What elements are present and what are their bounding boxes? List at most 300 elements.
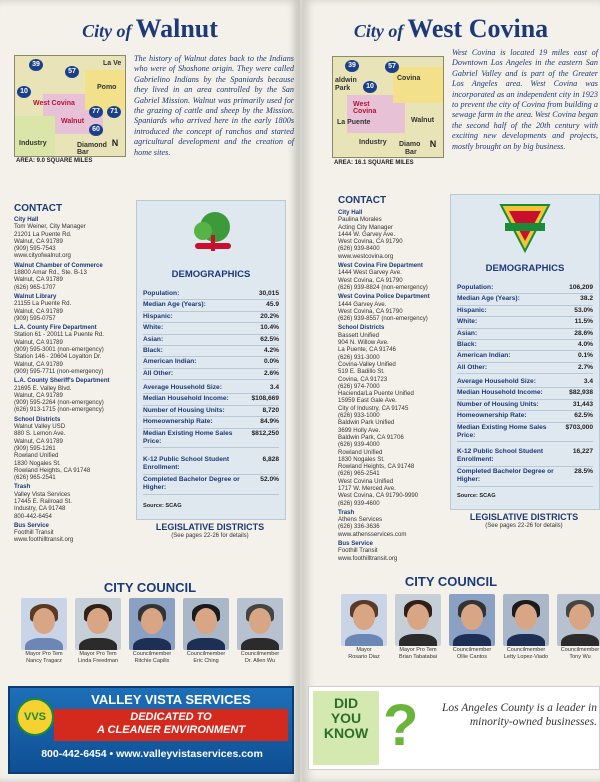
contact-line: Bassett Unified [338,331,379,339]
demographic-label: All Other: [143,369,174,377]
contact-line: City of Industry, CA 91745 [338,404,409,412]
portrait-suit [453,634,491,646]
contact-line: Walnut, CA 91789 [14,360,63,368]
demographic-row [457,283,593,294]
council-portrait [75,598,121,650]
demographic-value: 3.4 [583,378,593,385]
demographic-label: Median Household Income: [457,389,543,397]
demographic-value: 62.5% [260,335,279,343]
portrait-suit [187,638,225,650]
portrait-suit [79,638,117,650]
council-caption [180,651,232,664]
contact-line: 15959 East Gale Ave. [338,397,397,405]
valley-vista-ad[interactable] [8,686,294,774]
portrait-face [33,608,55,634]
council-caption [554,647,600,660]
council-portrait [449,594,495,646]
demographic-row [457,306,593,317]
demographic-label: All Other: [457,363,488,371]
contact-line: 18800 Amar Rd., Ste. B-13 [14,269,87,277]
badge-word: YOU [330,710,362,726]
council-name: Rosario Diaz [348,653,380,660]
council-role: Councilmember [452,647,492,653]
contact-line: 21695 E. Valley Blvd. [14,384,72,392]
contact-block [14,324,136,375]
contact-block [338,540,448,562]
demographic-row [457,317,593,328]
contact-block [338,209,448,260]
council-name: Ollie Cantos [457,653,487,660]
map-region [15,116,55,156]
demographic-label: Average Household Size: [457,378,536,385]
portrait-suit [241,638,279,650]
demographic-label: K-12 Public School Student Enrollment: [143,456,230,472]
council-name: Eric Ching [193,657,219,664]
demographic-label: Median Age (Years): [457,295,520,303]
council-heading: CITY COUNCIL [103,580,197,595]
demographics-heading: DEMOGRAPHICS [485,263,565,274]
demographic-label: Black: [143,347,163,355]
city-intro: West Covina is located 19 miles east of Downtown Los Angeles in the eastern San Gabriel Valley and is part of the Greater Los Angeles area. West Covina was incorporated as an independent city in 1923 to prevent the city of Covina from building a sewage farm in the area. West Covina began the second half of the 20th century with exciting new developments and projects, mostly brought on by big business. [452,48,598,151]
contact-line: (626) 913-1715 (non-emergency) [14,406,104,414]
contact-line: 1444 W. Garvey Ave. [338,230,396,238]
contact-line: (909) 595-1261 [14,444,56,452]
question-mark-icon: ? [383,693,419,758]
contact-line: (909) 595-0757 [14,314,56,322]
contact-line: West Covina, CA 91790 [338,238,403,246]
council-portrait [395,594,441,646]
council-role: Councilmember [186,651,226,657]
portrait-face [141,608,163,634]
demographic-row [143,323,279,334]
contact-line: 519 E. Badillo St. [338,368,385,376]
contact-line: Foothill Transit [14,529,54,537]
council-name: Ritchie Capilis [134,657,170,664]
map-label: aldwin [335,77,357,84]
demographic-row [143,289,279,300]
council-caption [338,647,390,660]
city-map [14,55,126,157]
council-member [180,598,232,664]
contact-line: Covina-Valley Unified [338,360,396,368]
contact-line: 21155 La Puente Rd. [14,300,72,308]
council-portrait [183,598,229,650]
demographic-row [457,400,593,411]
demographic-row [457,447,593,467]
contact-block [338,293,448,322]
council-member [446,594,498,660]
demographic-label: American Indian: [143,358,197,366]
city-intro: The history of Walnut dates back to the Indians who were of Shoshone origin. They were called Gabrielino Indians by the Spaniards because they lived in an area controlled by the San Gabriel Mission. Walnut was primarily used for the grazing of cattle and sheep by the Mission. Spaniards who arrived here in the early 1800s introduced the concept of ranchos and started agricultural development and the creation of home sites. [134,54,294,157]
contact-block [14,216,136,260]
portrait-face [461,604,483,630]
council-portrait [503,594,549,646]
demographic-value: 10.4% [260,324,279,332]
contact-heading-item: Trash [14,483,31,491]
badge-word: KNOW [323,725,369,741]
contact-heading: CONTACT [14,203,63,214]
council-portrait [557,594,600,646]
title-prefix: City of [353,21,404,41]
demographic-label: K-12 Public School Student Enrollment: [457,448,544,464]
contact-line: 3699 Holly Ave. [338,426,381,434]
demographic-label: Asian: [143,335,164,343]
demographic-row [143,335,279,346]
council-caption [392,647,444,660]
council-role: Mayor [356,647,372,653]
demographic-label: Black: [457,341,477,349]
north-arrow-icon: N [429,139,437,149]
demographic-label: Number of Housing Units: [143,406,225,414]
demographic-row [457,388,593,399]
portrait-face [569,604,591,630]
council-member [72,598,124,664]
contact-line: Baldwin Park Unified [338,419,395,427]
contact-line: www.westcovina.org [338,252,394,260]
council-role: Councilmember [240,651,280,657]
council-role: Councilmember [560,647,600,653]
council-role: Mayor Pro Tem [399,647,437,653]
contact-line: (626) 336-3636 [338,523,380,531]
demographic-label: Median Existing Home Sales Price: [143,429,233,446]
area-label: AREA: 16.1 SQUARE MILES [334,160,414,166]
demographic-value: 0.0% [263,358,279,366]
contact-line: (626) 965-2541 [338,470,380,478]
contact-line: 1444 West Garvey Ave. [338,269,402,277]
contact-line: www.foothilltransit.org [338,554,398,562]
council-role: Mayor Pro Tem [25,651,63,657]
route-shield: 10 [17,86,31,98]
demographic-row [143,357,279,368]
contact-line: 21201 La Puente Rd. [14,230,72,238]
demographic-label: Completed Bachelor Degree or Higher: [457,467,554,484]
council-caption [72,651,124,664]
demographic-label: Homeownership Rate: [143,418,213,426]
demographic-row [457,377,593,388]
council-caption [234,651,286,664]
demographic-value: 38.2 [580,295,593,303]
contact-line: West Covina, CA 91790 [338,307,403,315]
contact-line: www.foothilltransit.org [14,536,74,544]
council-portrait [21,598,67,650]
demographic-value: $703,000 [565,423,593,431]
contact-line: 880 S. Lemon Ave. [14,430,66,438]
contact-line: Walnut, CA 91789 [14,338,63,346]
city-map [332,56,444,158]
contact-heading-item: City Hall [14,216,39,223]
map-label: Walnut [61,118,85,125]
portrait-suit [399,634,437,646]
did-you-know-box [308,686,600,770]
council-member [234,598,286,664]
map-label: West Covina [353,101,377,115]
city-name: Walnut [135,14,218,43]
legislative-heading: LEGISLATIVE DISTRICTS [469,512,579,522]
area-label: AREA: 9.0 SQUARE MILES [16,158,93,164]
contact-block [338,262,448,291]
council-name: Brian Tabatabai [398,653,438,660]
contact-line: Tom Weiner, City Manager [14,223,86,231]
legislative-note: (See pages 22-26 for details) [485,523,563,529]
council-name: Dr. Allen Wu [244,657,276,664]
demographics-section [457,377,593,442]
route-shield: 39 [345,60,359,72]
contact-line: (626) 939-8557 (non-emergency) [338,315,428,323]
demographic-value: $108,669 [251,395,279,403]
map-label: Diamo [399,141,421,148]
contact-list [14,216,136,546]
demographic-value: 4.0% [577,341,593,349]
demographic-value: 8,720 [262,406,279,414]
contact-line: (626) 965-1707 [14,283,56,291]
ad-contact[interactable]: 800-442-6454 • www.valleyvistaservices.com [41,748,263,760]
demographic-row [457,467,593,487]
source-note: Source: SCAG [143,503,182,509]
legislative-note: (See pages 22-26 for details) [171,533,249,539]
page-title [302,14,600,44]
demographic-label: Homeownership Rate: [457,412,527,420]
did-you-know-badge [313,691,379,765]
council-member [18,598,70,664]
map-label: Covina [397,75,421,82]
contact-line: 1830 Nogales St. [338,455,385,463]
council-role: Mayor Pro Tem [79,651,117,657]
contact-line: Walnut, CA 91789 [14,237,63,245]
route-shield: 60 [89,124,103,136]
map-label: Park [335,85,351,92]
demographics-section [143,455,279,495]
portrait-suit [133,638,171,650]
contact-line: (909) 595-7711 (non-emergency) [14,367,104,375]
demographic-label: Hispanic: [143,312,173,320]
contact-heading: CONTACT [338,195,387,206]
demographic-value: 52.0% [260,475,279,483]
council-heading: CITY COUNCIL [404,574,498,589]
demographic-value: 16,227 [572,448,593,455]
contact-block [14,522,136,544]
contact-heading-item: West Covina Police Department [338,293,430,301]
demographic-value: 11.5% [574,318,593,326]
contact-line: (909) 595-3001 (non-emergency) [14,346,104,354]
council-portrait [237,598,283,650]
demographic-label: Median Age (Years): [143,301,206,309]
contact-heading-item: School Districts [338,324,385,332]
demographic-label: Number of Housing Units: [457,400,539,408]
demographics-section [143,383,279,448]
demographic-value: 28.5% [574,467,593,475]
demographic-label: White: [143,324,164,332]
demographic-label: Asian: [457,329,478,337]
demographic-value: 4.2% [263,347,279,355]
council-member [392,594,444,660]
portrait-suit [25,638,63,650]
demographic-row [143,300,279,311]
council-portrait [129,598,175,650]
demographic-row [143,394,279,405]
contact-line: 1717 W. Merced Ave. [338,484,396,492]
contact-block [14,293,136,322]
demographic-value: 31,443 [572,400,593,408]
demographic-row [143,369,279,380]
demographic-row [457,340,593,351]
demographic-row [457,351,593,362]
map-label: Walnut [411,117,435,124]
demographic-row [143,455,279,475]
contact-block [14,483,136,519]
portrait-face [249,608,271,634]
demographics-section [457,447,593,487]
demographic-row [143,406,279,417]
demographic-value: 30,015 [258,290,279,297]
council-portrait [341,594,387,646]
portrait-face [195,608,217,634]
contact-line: Rowland Heights, CA 91748 [14,466,91,474]
ad-tagline-line: DEDICATED TO [130,711,212,723]
demographic-label: Completed Bachelor Degree or Higher: [143,475,240,492]
contact-line: Walnut, CA 91789 [14,307,63,315]
contact-line: (626) 939-4000 [338,441,380,449]
west-covina-page [302,0,600,782]
route-shield: 57 [385,61,399,73]
demographic-value: 84.9% [260,418,279,426]
contact-line: Hacienda/La Puente Unified [338,390,414,398]
legislative-heading: LEGISLATIVE DISTRICTS [155,522,265,532]
demographic-label: White: [457,318,478,326]
contact-block [14,262,136,291]
demographic-row [143,429,279,449]
council-role: Councilmember [506,647,546,653]
contact-line: 800-442-6454 [14,512,52,520]
demographic-value: 53.0% [574,306,593,314]
demographic-label: Median Existing Home Sales Price: [457,423,547,440]
demographic-label: Hispanic: [457,306,487,314]
contact-line: West Covina, CA 91790-9990 [338,492,419,500]
route-shield: 39 [29,59,43,71]
contact-heading-item: Bus Service [338,540,373,548]
contact-line: www.cityofwalnut.org [14,252,71,260]
contact-line: (909) 595-7543 [14,245,56,253]
route-shield: 71 [107,106,121,118]
contact-line: Walnut Valley USD [14,423,66,431]
route-shield: 77 [89,106,103,118]
contact-line: Valley Vista Services [14,490,71,498]
demographic-row [457,329,593,340]
map-label: West Covina [33,100,75,107]
map-label: Pomo [97,84,117,91]
demographic-value: 2.7% [577,363,593,371]
contact-block [338,324,448,506]
council-member [500,594,552,660]
contact-line: (909) 595-2264 (non-emergency) [14,399,104,407]
contact-line: (626) 939-8400 [338,245,380,253]
demographic-label: American Indian: [457,352,511,360]
demographic-row [457,363,593,374]
demographic-value: 45.9 [266,301,279,309]
demographic-value: $82,938 [569,389,593,397]
contact-heading-item: L.A. County Fire Department [14,324,97,332]
demographic-row [143,475,279,495]
contact-line: La Puente, CA 91746 [338,346,396,354]
demographic-value: 3.4 [269,384,279,391]
contact-block [14,377,136,413]
council-caption [446,647,498,660]
contact-line: Walnut, CA 91789 [14,276,63,284]
portrait-face [353,604,375,630]
contact-heading-item: Walnut Library [14,292,57,300]
ad-tagline [54,709,288,741]
map-label: Diamond Bar [77,142,107,156]
contact-block [14,416,136,482]
page-title [0,14,300,44]
contact-line: Station 61 - 20011 La Puente Rd. [14,331,105,339]
council-role: Councilmember [132,651,172,657]
map-label: Bar [405,149,417,156]
contact-line: Paulina Morales [338,216,382,224]
portrait-face [87,608,109,634]
contact-line: www.athensservices.com [338,530,407,538]
demographic-row [457,411,593,422]
demographic-row [457,294,593,305]
demographics-section [457,283,593,374]
council-name: Letty Lopez-Viado [503,653,549,660]
demographic-row [143,312,279,323]
portrait-face [515,604,537,630]
vvs-logo-icon: VVS [16,698,54,736]
council-name: Nancy Tragarz [26,657,62,664]
demographic-value: 106,209 [569,284,593,291]
contact-heading-item: L.A. County Sheriff's Department [14,377,110,385]
ad-tagline-line: A CLEANER ENVIRONMENT [96,724,246,736]
north-arrow-icon: N [111,138,119,148]
contact-list [338,209,448,564]
did-you-know-text: Los Angeles County is a leader in minority-owned businesses. [441,702,597,728]
route-shield: 10 [363,81,377,93]
contact-line: 17445 E. Railroad St. [14,497,72,505]
demographic-value: 62.5% [574,412,593,420]
contact-line: (626) 939-8824 (non-emergency) [338,283,428,291]
contact-line: Acting City Manager [338,223,393,231]
source-note: Source: SCAG [457,493,496,499]
map-label: La Puente [337,119,371,126]
west-covina-logo-icon [495,201,555,255]
demographic-label: Average Household Size: [143,384,222,391]
demographic-value: 28.6% [574,329,593,337]
contact-line: (626) 931-3000 [338,353,380,361]
demographic-row [457,423,593,443]
contact-line: Baldwin Park, CA 91706 [338,433,404,441]
portrait-suit [345,634,383,646]
council-caption [126,651,178,664]
portrait-suit [561,634,599,646]
contact-line: 1830 Nogales St. [14,459,61,467]
council-member [126,598,178,664]
map-label: Industry [359,139,387,146]
contact-line: West Covina, CA 91790 [338,276,403,284]
demographic-value: 6,828 [262,456,279,463]
contact-line: Rowland Heights, CA 91748 [338,463,415,471]
portrait-face [407,604,429,630]
contact-line: (626) 974-7000 [338,382,380,390]
route-shield: 57 [65,66,79,78]
council-name: Tony Wu [569,653,591,660]
demographic-row [143,346,279,357]
walnut-logo-icon [181,209,241,261]
map-label: La Ve [103,60,122,67]
badge-word: DID [333,695,359,711]
demographic-value: 0.1% [577,352,593,360]
demographics-section [143,289,279,380]
contact-line: (626) 933-1000 [338,412,380,420]
